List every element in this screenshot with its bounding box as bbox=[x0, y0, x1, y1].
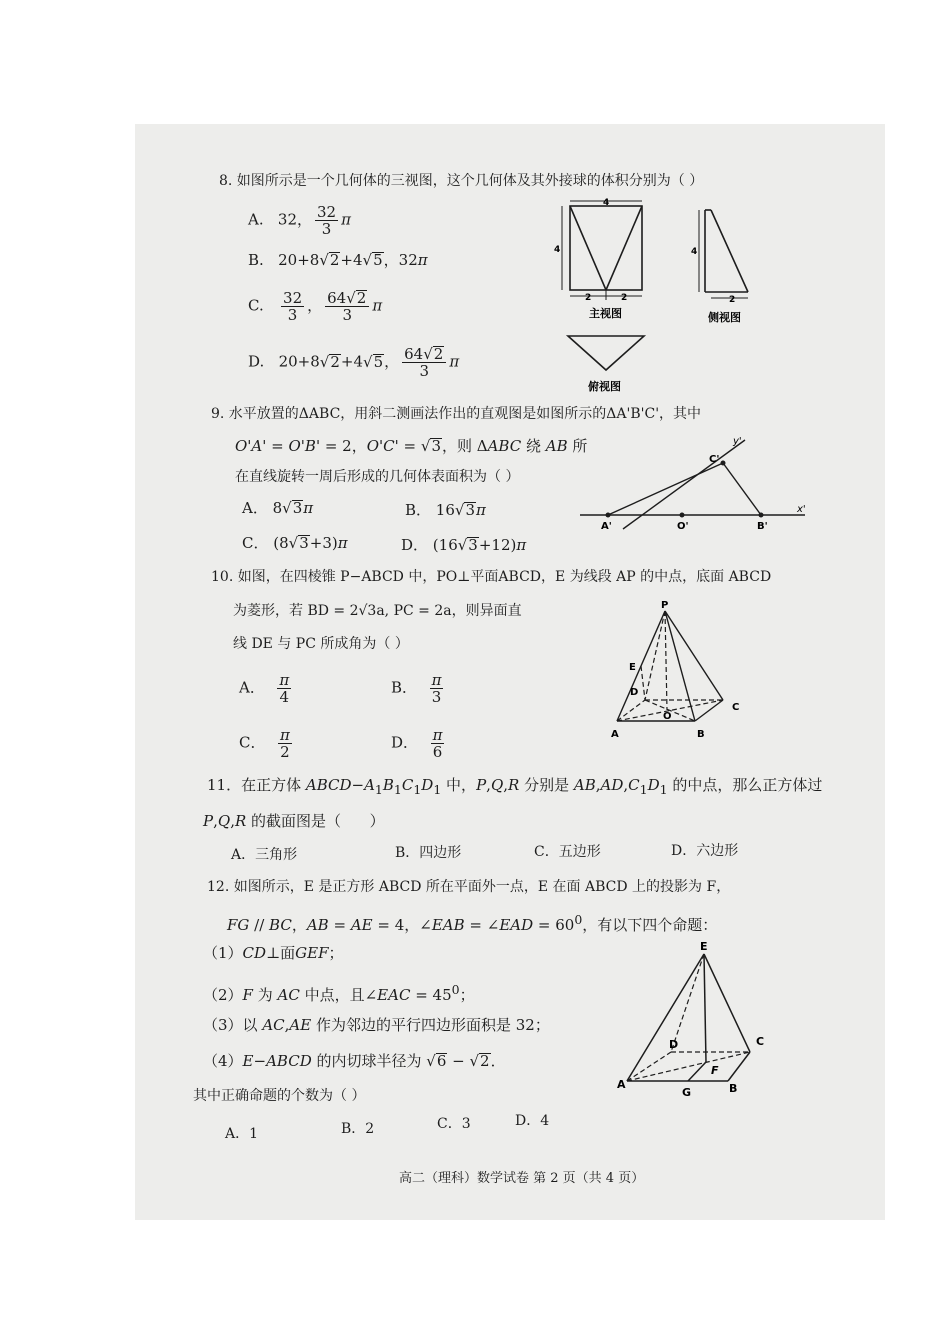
q10-point-p: P bbox=[661, 600, 669, 611]
q8-caption-front: 主视图 bbox=[589, 307, 622, 320]
q10-option-c: C． $\frac{\pi}{2}$ bbox=[239, 726, 290, 761]
q8-stem: 8. 如图所示是一个几何体的三视图，这个几何体及其外接球的体积分别为（ ） bbox=[219, 173, 704, 189]
q11-option-c: C．五边形 bbox=[534, 844, 601, 860]
q12-point-d: D bbox=[669, 1038, 679, 1051]
q8-caption-top: 俯视图 bbox=[588, 380, 621, 393]
q12-point-f: F bbox=[711, 1064, 719, 1077]
q8-option-a: A. 32， $\frac{32}{3}$ π bbox=[248, 203, 351, 238]
q9-line3: 在直线旋转一周后形成的几何体表面积为（ ） bbox=[235, 469, 520, 485]
q9-oblique-figure bbox=[575, 432, 815, 532]
q9-option-d: D． (16√ 3+12)π bbox=[401, 535, 526, 555]
q12-option-b: B．2 bbox=[341, 1121, 375, 1137]
q10-pyramid-figure bbox=[605, 597, 755, 747]
q9-axis-y: y' bbox=[733, 436, 742, 447]
q10-point-o: O bbox=[663, 711, 672, 722]
q9-option-b: B． 16√ 3π bbox=[405, 500, 486, 520]
q10-point-b: B bbox=[697, 729, 705, 740]
q9-axis-x: x' bbox=[797, 504, 806, 515]
exam-page bbox=[135, 124, 885, 1220]
q12-prop-4: （4）E−ABCD 的内切球半径为 √ 6 − √ 2． bbox=[203, 1051, 506, 1071]
q10-option-a: A． $\frac{\pi}{4}$ bbox=[239, 671, 290, 706]
q10-option-b: B． $\frac{\pi}{3}$ bbox=[391, 671, 442, 706]
q12-pyramid-figure bbox=[615, 940, 775, 1100]
q12-prop-2: （2）F 为 AC 中点，且∠EAC = $45^0$； bbox=[203, 982, 475, 1004]
q8-three-view-figure bbox=[553, 196, 783, 396]
q12-option-d: D．4 bbox=[515, 1113, 550, 1129]
q10-point-d: D bbox=[630, 687, 639, 698]
page-footer: 高二（理科）数学试卷 第 2 页（共 4 页） bbox=[399, 1171, 645, 1186]
q8-label-side-two: 2 bbox=[729, 295, 736, 305]
q10-line3: 线 DE 与 PC 所成角为（ ） bbox=[233, 636, 409, 652]
q10-option-d: D． $\frac{\pi}{6}$ bbox=[391, 726, 443, 761]
q11-option-a: A．三角形 bbox=[231, 847, 298, 863]
q12-point-g: G bbox=[682, 1086, 692, 1099]
q10-point-c: C bbox=[732, 702, 740, 713]
q8-option-d: D. 20+8√ 2+4√ 5， $\frac{64√ 2}{3}$ π bbox=[248, 346, 459, 379]
q12-prop-1: （1）CD⊥面GEF； bbox=[203, 944, 344, 962]
q9-condition: O'A' = O'B' = 2，O'C' = √ 3，则 ΔABC 绕 AB 所 bbox=[235, 436, 587, 456]
q12-condition: FG // BC，AB = AE = 4，∠EAB = ∠EAD = $60^0$，有以下四个命题： bbox=[227, 912, 718, 934]
q12-point-b: B bbox=[729, 1082, 738, 1095]
q8-option-c: C. $\frac{32}{3}$ ， $\frac{64√ 2}{3}$ π bbox=[248, 290, 382, 323]
q12-stem: 12. 如图所示，E 是正方形 ABCD 所在平面外一点，E 在面 ABCD 上的投影为 F， bbox=[207, 879, 731, 895]
q9-point-c: C' bbox=[709, 454, 720, 465]
q10-stem: 10. 如图，在四棱锥 P−ABCD 中，PO⊥平面ABCD，E 为线段 AP 的中点，底面 ABCD bbox=[211, 569, 772, 585]
q8-label-height: 4 bbox=[554, 245, 561, 255]
q9-point-a: A' bbox=[601, 521, 612, 532]
q9-option-c: C． (8√ 3+3)π bbox=[242, 533, 348, 553]
q10-point-a: A bbox=[611, 729, 619, 740]
q8-caption-side: 侧视图 bbox=[708, 311, 741, 324]
q8-label-width: 4 bbox=[603, 198, 610, 208]
q9-point-b: B' bbox=[757, 521, 768, 532]
q12-prop-3: （3）以 AC,AE 作为邻边的平行四边形面积是 32； bbox=[203, 1016, 550, 1034]
q12-ask: 其中正确命题的个数为（ ） bbox=[193, 1088, 366, 1104]
q9-point-o: O' bbox=[677, 521, 689, 532]
q10-point-e: E bbox=[629, 662, 636, 673]
q12-option-a: A．1 bbox=[225, 1126, 259, 1142]
q9-stem: 9. 水平放置的ΔABC，用斜二测画法作出的直观图是如图所示的ΔA'B'C'，其中 bbox=[211, 406, 702, 422]
q9-option-a: A． 8√ 3π bbox=[242, 498, 313, 518]
q8-label-two-left: 2 bbox=[585, 293, 592, 303]
q12-option-c: C．3 bbox=[437, 1116, 471, 1132]
q12-point-c: C bbox=[756, 1035, 765, 1048]
q8-option-b: B. 20+8√ 2+4√ 5，32π bbox=[248, 250, 428, 270]
q12-point-a: A bbox=[617, 1078, 626, 1091]
q11-line2: P,Q,R 的截面图是（ ） bbox=[203, 812, 385, 830]
q11-option-b: B．四边形 bbox=[395, 845, 462, 861]
q12-point-e: E bbox=[700, 940, 708, 953]
q8-label-side-height: 4 bbox=[691, 247, 698, 257]
q11-option-d: D．六边形 bbox=[671, 843, 739, 859]
q8-label-two-right: 2 bbox=[621, 293, 628, 303]
q10-line2: 为菱形，若 BD = 2√3a, PC = 2a，则异面直 bbox=[233, 603, 522, 619]
q11-stem: 11．在正方体 $ABCD-A_1B_1C_1D_1$ 中，P,Q,R 分别是 $AB,AD,C_1D_1$ 的中点，那么正方体过 bbox=[207, 776, 823, 797]
